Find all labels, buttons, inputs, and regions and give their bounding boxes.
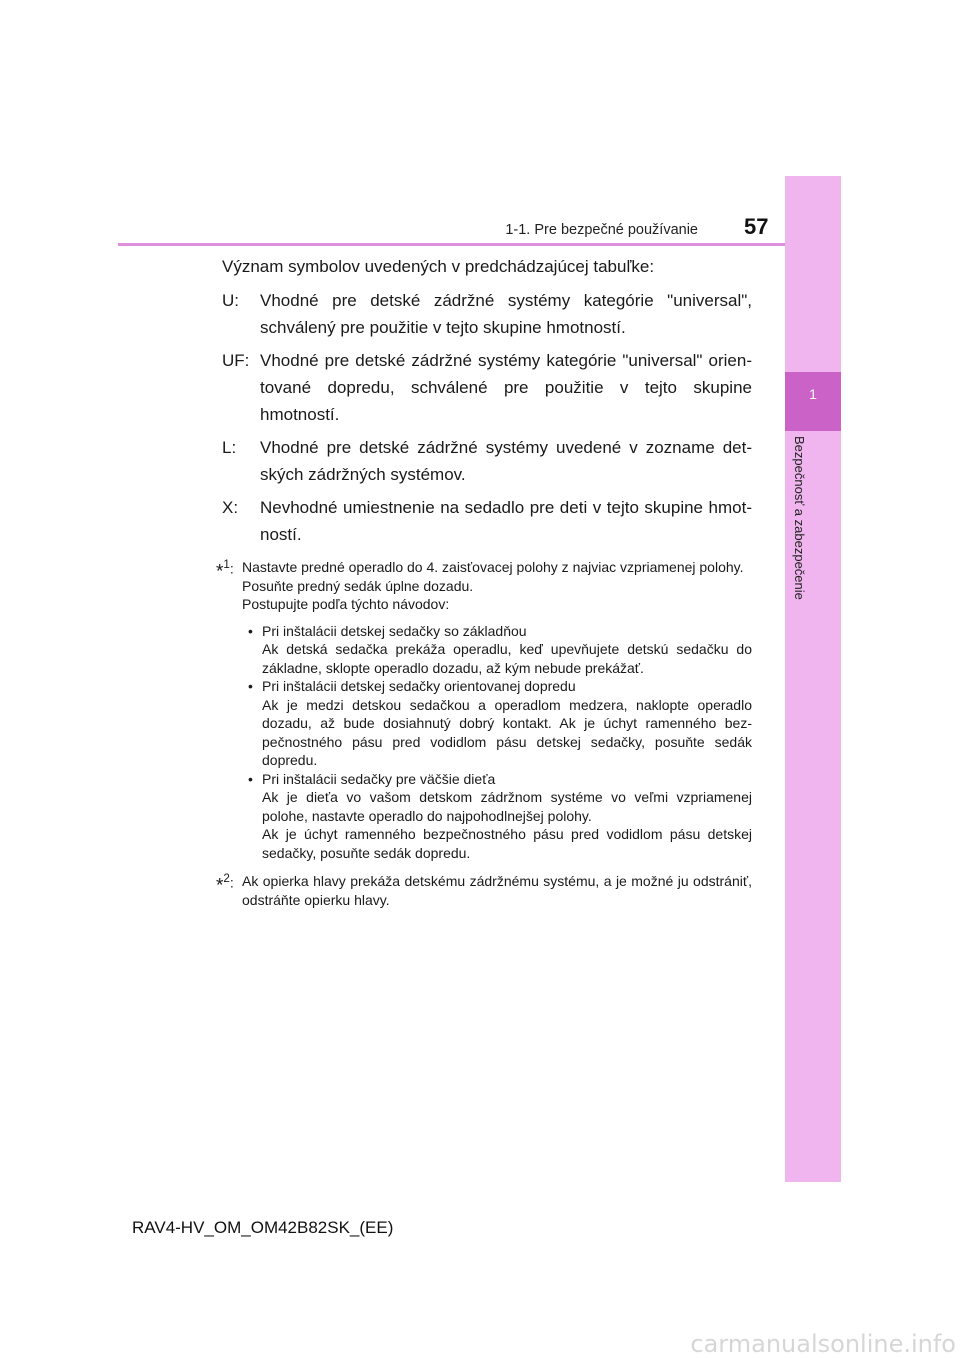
definition-text: Vhodné pre detské zádržné systémy uvedené v zozname detských zádržných systémov. [260, 438, 752, 484]
page-number: 57 [744, 214, 769, 239]
footnote-marker: *$^1$: [216, 558, 234, 583]
instruction-item: • Pri inštalácii detskej sedačky so základňou Ak detská sedačka prekáža operadlu, keď upevňujete detskú sedačku do základne, sklopte operadlo dozadu, až kým nebude prekážať. [248, 622, 752, 676]
definition-term: U: [222, 291, 239, 310]
definition-text: Vhodné pre detské zádržné systémy kategórie "universal", schválený pre použitie v tejto skupine hmotností. [260, 291, 752, 337]
intro-text: Význam symbolov uvedených v predchádzajúcej tabuľke: [222, 257, 655, 276]
footnote-line: Ak opierka hlavy prekáža detskému zádržnému systému, a je možné ju odstrániť, odstráňte opierku hlavy. [242, 873, 752, 908]
watermark: carmanualsonline.info [690, 1330, 956, 1358]
definition-text: Vhodné pre detské zádržné systémy kategórie "universal" orientované dopredu, schválené pre použitie v tejto skupine hmotností. [260, 351, 752, 424]
footnote-number: 1 [223, 558, 230, 571]
instruction-title: Pri inštalácii detskej sedačky so základňou [262, 622, 527, 639]
chapter-title: Bezpečnosť a zabezpečenie [792, 436, 807, 600]
footnote-marker: *$^2$: [216, 872, 234, 897]
instruction-body: Ak je úchyt ramenného bezpečnostného pásu pred vodidlom pásu detskej sedačky, posuňte sedák dopredu. [262, 826, 752, 861]
definition-term: L: [222, 438, 237, 457]
definition-item [222, 287, 752, 341]
chapter-number: 1 [809, 386, 817, 402]
instruction-body: Ak je medzi detskou sedačkou a operadlom medzera, naklopte operadlo dozadu, až bude dosiahnutý dobrý kontakt. Ak je úchyt ramenného bezpečnostného pásu pred vodidlom pásu detskej sedačky, posuňte sedák dopredu. [262, 696, 752, 768]
definition-item [222, 494, 752, 548]
instruction-body: Ak detská sedačka prekáža operadlu, keď upevňujete detskú sedačku do základne, sklopte operadlo dozadu, až kým nebude prekážať. [262, 641, 752, 676]
footnote-line: Nastavte predné operadlo do 4. zaisťovacej polohy z najviac vzpriamenej polohy. [242, 559, 744, 575]
footnote-line: Posuňte predný sedák úplne dozadu. [242, 577, 474, 594]
instruction-item: • Pri inštalácii detskej sedačky orientovanej dopredu Ak je medzi detskou sedačkou a operadlom medzera, naklopte operadlo dozadu, až bude dosiahnutý dobrý kontakt. Ak je úchyt ramenného bezpečnostného pásu pred vodidlom pásu detskej sedačky, posuňte sedák dopredu. [248, 678, 752, 768]
footnote-line: Postupujte podľa týchto návodov: [242, 596, 450, 612]
section-heading: 1-1. Pre bezpečné používanie [505, 222, 698, 238]
instruction-title: Pri inštalácii detskej sedačky orientovanej dopredu [262, 678, 576, 694]
definition-term: UF: [222, 351, 250, 370]
instruction-item: • Pri inštalácii sedačky pre väčšie dieťa Ak je dieťa vo vašom detskom zádržnom systéme vo veľmi vzpriamenej polohe, nastavte operadlo do najpohodlnejšej polohy. Ak je úchyt ramenného bezpečnostného pásu pred vodidlom pásu detskej sedačky, posuňte sedák dopredu. [248, 770, 752, 861]
instruction-body: Ak je dieťa vo vašom detskom zádržnom systéme vo veľmi vzpriamenej polohe, nastavte operadlo do najpohodlnejšej polohy. [262, 789, 752, 824]
instruction-list [242, 622, 752, 863]
instruction-title: Pri inštalácii sedačky pre väčšie dieťa [262, 770, 496, 787]
page-content [216, 253, 752, 909]
footnote-1 [216, 558, 752, 862]
document-code: RAV4-HV_OM_OM42B82SK_(EE) [132, 1218, 394, 1237]
footnote-2 [216, 872, 752, 909]
definition-item [222, 434, 752, 488]
chapter-side-tab [785, 176, 841, 1182]
header-rule [118, 243, 785, 246]
definition-item [222, 347, 752, 428]
definition-text: Nevhodné umiestnenie na sedadlo pre deti v tejto skupine hmotností. [260, 498, 752, 544]
footnote-number: 2 [223, 872, 230, 885]
definition-term: X: [222, 498, 239, 517]
